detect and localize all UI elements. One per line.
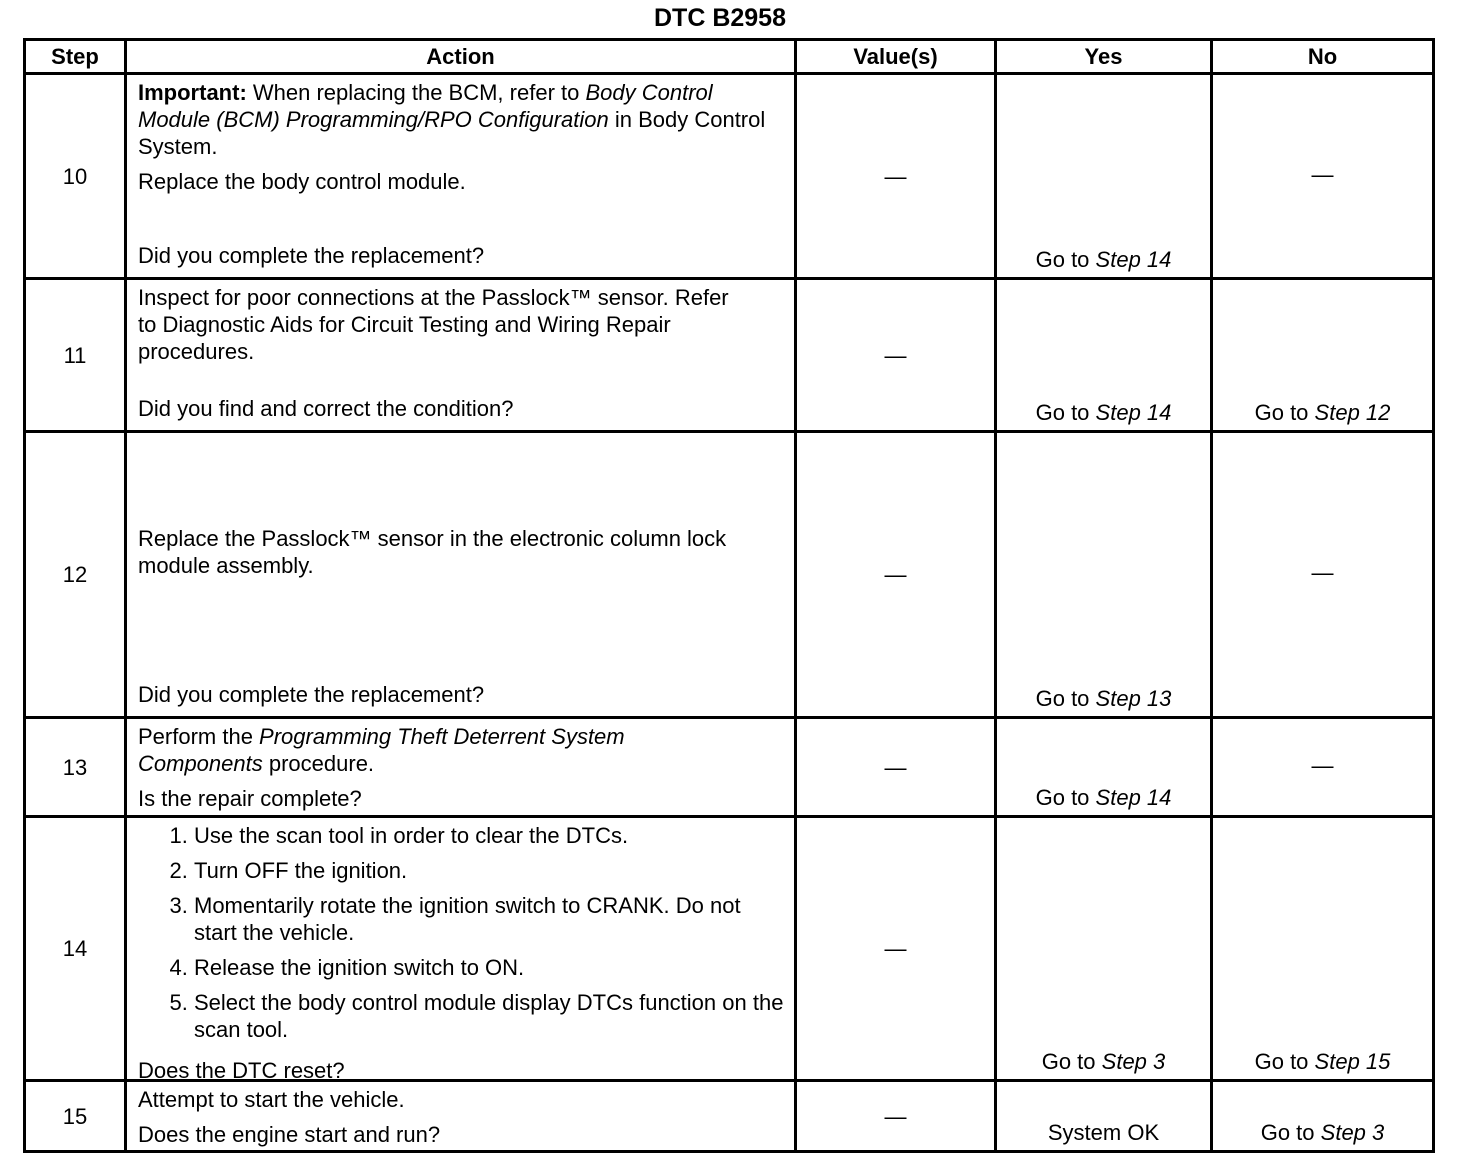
action-instruction xyxy=(138,723,738,777)
table-row xyxy=(25,432,1434,718)
no-cell: — xyxy=(1212,74,1434,279)
goto-text: Go to xyxy=(1035,400,1090,425)
yes-cell xyxy=(996,817,1212,1081)
goto-text: Go to xyxy=(1035,686,1090,711)
important-note xyxy=(138,79,784,160)
no-step-link: Step 3 xyxy=(1320,1120,1385,1145)
action-cell xyxy=(126,279,796,432)
table-row xyxy=(25,718,1434,817)
value-cell: — xyxy=(796,718,996,817)
header-no: No xyxy=(1212,40,1434,74)
yes-cell: System OK xyxy=(996,1081,1212,1152)
goto-text: Go to xyxy=(1035,247,1090,272)
step-number: 12 xyxy=(25,432,126,718)
no-step-link: Step 15 xyxy=(1314,1049,1391,1074)
table-header-row xyxy=(25,40,1434,74)
list-item: 2. Turn OFF the ignition. xyxy=(194,857,784,884)
yes-step-link: Step 13 xyxy=(1095,686,1172,711)
important-text: When replacing the BCM, refer to xyxy=(246,80,586,105)
document-title: DTC B2958 xyxy=(654,4,786,32)
instruction-reference: Programming Theft Deterrent System Components xyxy=(138,724,625,776)
yes-step-link: Step 14 xyxy=(1095,247,1172,272)
yes-cell xyxy=(996,718,1212,817)
no-cell xyxy=(1212,279,1434,432)
action-cell xyxy=(126,1081,796,1152)
action-question: Is the repair complete? xyxy=(138,786,362,811)
header-values: Value(s) xyxy=(796,40,996,74)
step-number: 15 xyxy=(25,1081,126,1152)
action-instruction: Replace the body control module. xyxy=(138,169,466,194)
action-question: Did you complete the replacement? xyxy=(138,243,485,268)
goto-text: Go to xyxy=(1041,1049,1096,1074)
yes-step-link: Step 14 xyxy=(1095,785,1172,810)
procedure-list xyxy=(138,822,784,1051)
instruction-pre: Perform the xyxy=(138,724,260,749)
no-step-link: Step 12 xyxy=(1314,400,1391,425)
no-cell xyxy=(1212,1081,1434,1152)
yes-cell xyxy=(996,74,1212,279)
step-number: 10 xyxy=(25,74,126,279)
diagnostic-table xyxy=(23,38,1435,1153)
table-row xyxy=(25,1081,1434,1152)
header-action: Action xyxy=(126,40,796,74)
action-question: Does the DTC reset? xyxy=(138,1058,345,1083)
action-instruction: Replace the Passlock™ sensor in the electronic column lock module assembly. xyxy=(138,526,727,578)
goto-text: Go to xyxy=(1254,400,1309,425)
important-reference: Body Control Module (BCM) Programming/RPO Configuration xyxy=(138,80,713,132)
value-cell: — xyxy=(796,432,996,718)
action-question: Does the engine start and run? xyxy=(138,1122,441,1147)
header-yes: Yes xyxy=(996,40,1212,74)
value-cell: — xyxy=(796,817,996,1081)
goto-text: Go to xyxy=(1035,785,1090,810)
action-cell xyxy=(126,432,796,718)
important-tail: in Body Control System. xyxy=(138,107,766,159)
goto-text: Go to xyxy=(1260,1120,1315,1145)
yes-cell xyxy=(996,279,1212,432)
list-item: 1. Use the scan tool in order to clear the DTCs. xyxy=(194,822,784,849)
yes-step-link: Step 14 xyxy=(1095,400,1172,425)
table-row xyxy=(25,817,1434,1081)
instruction-post: procedure. xyxy=(262,751,375,776)
yes-step-link: Step 3 xyxy=(1101,1049,1166,1074)
value-cell: — xyxy=(796,279,996,432)
list-item: 5. Select the body control module display DTCs function on the scan tool. xyxy=(194,989,784,1043)
no-cell: — xyxy=(1212,432,1434,718)
goto-text: Go to xyxy=(1254,1049,1309,1074)
action-instruction: Inspect for poor connections at the Passlock™ sensor. Refer to Diagnostic Aids for Circuit Testing and Wiring Repair procedures. xyxy=(138,285,729,364)
list-item: 4. Release the ignition switch to ON. xyxy=(194,954,784,981)
action-instruction: Attempt to start the vehicle. xyxy=(138,1087,405,1112)
table-row xyxy=(25,74,1434,279)
step-number: 13 xyxy=(25,718,126,817)
important-label: Important: xyxy=(138,80,247,105)
action-cell xyxy=(126,74,796,279)
action-question: Did you find and correct the condition? xyxy=(138,396,514,421)
list-item: 3. Momentarily rotate the ignition switch to CRANK. Do not start the vehicle. xyxy=(194,892,784,946)
no-cell: — xyxy=(1212,718,1434,817)
step-number: 14 xyxy=(25,817,126,1081)
no-cell xyxy=(1212,817,1434,1081)
header-step: Step xyxy=(25,40,126,74)
yes-cell xyxy=(996,432,1212,718)
table-row xyxy=(25,279,1434,432)
action-question: Did you complete the replacement? xyxy=(138,682,485,707)
step-number: 11 xyxy=(25,279,126,432)
action-cell xyxy=(126,817,796,1081)
value-cell: — xyxy=(796,1081,996,1152)
value-cell: — xyxy=(796,74,996,279)
action-cell xyxy=(126,718,796,817)
